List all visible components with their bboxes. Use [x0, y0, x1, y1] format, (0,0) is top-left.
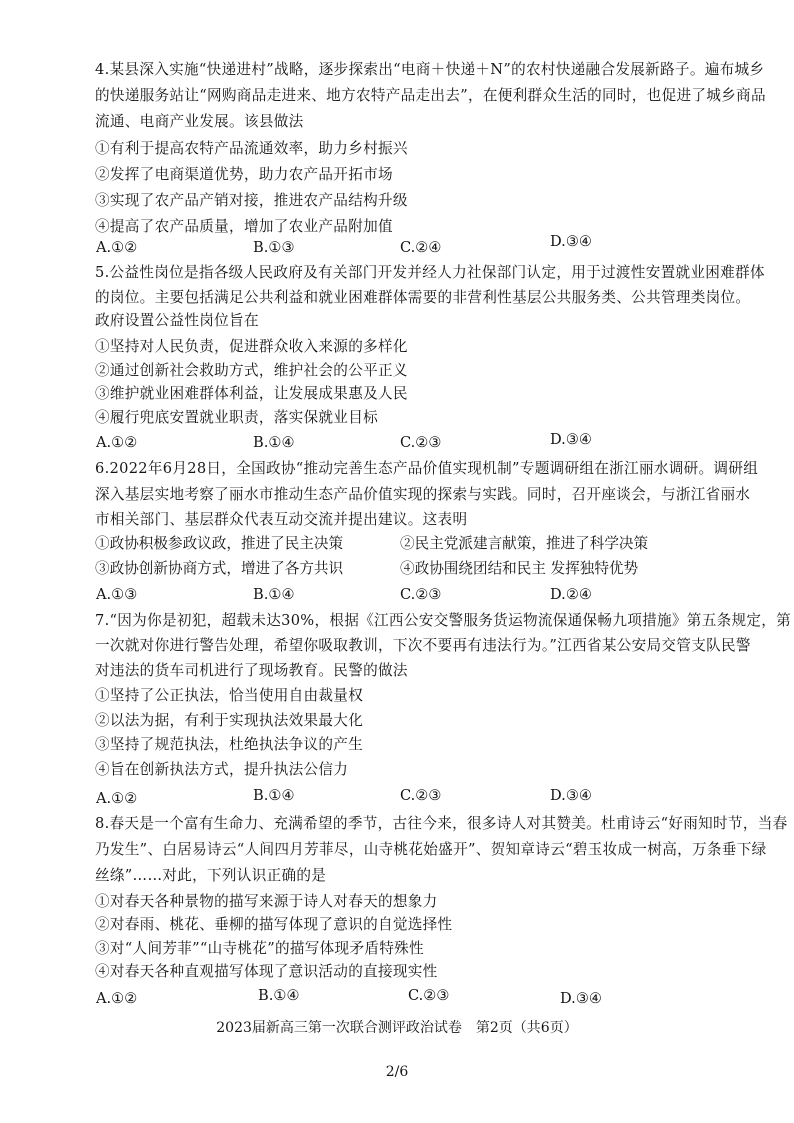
q6-stem-line-1: 6.2022年6月28日，全国政协“推动完善生态产品价值实现机制”专题调研组在浙江丽水调研。调研组 [95, 460, 759, 477]
q4-stem-line-3: 流通、电商产业发展。该县做法 [95, 113, 304, 130]
page-footer: 2023届新高三第一次联合测评政治试卷 第2页（共6页） [216, 1020, 578, 1036]
q7-option-d: D.③④ [550, 787, 592, 804]
q4-item-2: ②发挥了电商渠道优势，助力农产品开拓市场 [95, 166, 393, 183]
q5-option-a: A.①② [96, 434, 138, 451]
q6-option-d: D.②④ [550, 586, 592, 603]
q5-stem-line-3: 政府设置公益性岗位旨在 [95, 312, 259, 329]
q4-option-b: B.①③ [253, 239, 295, 256]
q6-option-c: C.②③ [400, 586, 442, 603]
q5-option-d: D.③④ [550, 431, 592, 448]
q8-item-4: ④对春天各种直观描写体现了意识活动的直接现实性 [95, 963, 438, 980]
q4-option-c: C.②④ [400, 239, 442, 256]
q8-item-2: ②对春雨、桃花、垂柳的描写体现了意识的自觉选择性 [95, 916, 453, 933]
page-number: 2/6 [385, 1064, 409, 1080]
q5-stem-line-2: 的岗位。主要包括满足公共利益和就业困难群体需要的非营利性基层公共服务类、公共管理类岗位。 [95, 289, 751, 306]
q5-item-2: ②通过创新社会救助方式，维护社会的公平正义 [95, 362, 408, 379]
q5-item-4: ④履行兜底安置就业职责，落实保就业目标 [95, 409, 378, 426]
q8-item-3: ③对“人间芳菲”“山寺桃花”的描写体现矛盾特殊性 [95, 940, 424, 957]
q7-stem-line-3: 对违法的货车司机进行了现场教育。民警的做法 [95, 662, 408, 679]
q4-item-3: ③实现了农产品产销对接，推进农产品结构升级 [95, 192, 408, 209]
q5-item-1: ①坚持对人民负责，促进群众收入来源的多样化 [95, 338, 408, 355]
q4-item-1: ①有利于提高农特产品流通效率，助力乡村振兴 [95, 140, 408, 157]
q8-option-b: B.①④ [258, 987, 300, 1004]
q4-option-a: A.①② [96, 239, 138, 256]
q8-item-1: ①对春天各种景物的描写来源于诗人对春天的想象力 [95, 893, 438, 910]
q6-option-a: A.①③ [96, 586, 138, 603]
q6-item-2: ②民主党派建言献策，推进了科学决策 [400, 535, 649, 552]
q7-option-a: A.①② [96, 790, 138, 807]
q7-stem-line-2: 一次就对你进行警告处理，希望你吸取教训，下次不要再有违法行为。”江西省某公安局交管支队民警 [95, 637, 751, 654]
q6-item-3: ③政协创新协商方式，增进了各方共识 [95, 560, 344, 577]
q6-stem-line-3: 市相关部门、基层群众代表互动交流并提出建议。这表明 [95, 511, 468, 528]
q8-stem-line-3: 丝绦”……对此，下列认识正确的是 [95, 867, 327, 884]
q6-item-1: ①政协积极参政议政，推进了民主决策 [95, 535, 344, 552]
q7-option-b: B.①④ [253, 787, 295, 804]
q7-item-1: ①坚持了公正执法，恰当使用自由裁量权 [95, 687, 364, 704]
q6-item-4: ④政协围绕团结和民主 发挥独特优势 [400, 560, 639, 577]
q5-stem-line-1: 5.公益性岗位是指各级人民政府及有关部门开发并经人力社保部门认定，用于过渡性安置就业困难群体 [95, 264, 765, 281]
q5-option-b: B.①④ [253, 434, 295, 451]
q8-option-c: C.②③ [408, 987, 450, 1004]
q8-stem-line-2: 乃发生”、白居易诗云“人间四月芳菲尽，山寺桃花始盛开”、贺知章诗云“碧玉妆成一树高，万条垂下绿 [95, 841, 767, 858]
q8-option-a: A.①② [96, 990, 138, 1007]
q5-option-c: C.②③ [400, 434, 442, 451]
q5-item-3: ③维护就业困难群体利益，让发展成果惠及人民 [95, 385, 408, 402]
q7-option-c: C.②③ [400, 787, 442, 804]
q7-stem-line-1: 7.“因为你是初犯，超载未达30%，根据《江西公安交警服务货运物流保通保畅九项措施》第五条规定，第 [95, 612, 792, 629]
q6-stem-line-2: 深入基层实地考察了丽水市推动生态产品价值实现的探索与实践。同时，召开座谈会，与浙江省丽水 [95, 486, 751, 503]
q4-option-d: D.③④ [550, 233, 592, 250]
q7-item-2: ②以法为据，有利于实现执法效果最大化 [95, 712, 364, 729]
q8-option-d: D.③④ [560, 990, 602, 1007]
q4-stem-line-2: 的快递服务站让“网购商品走进来、地方农特产品走出去”，在便利群众生活的同时，也促进了城乡商品 [95, 87, 766, 104]
q7-item-4: ④旨在创新执法方式，提升执法公信力 [95, 761, 349, 778]
q7-item-3: ③坚持了规范执法，杜绝执法争议的产生 [95, 736, 364, 753]
q6-option-b: B.①④ [253, 586, 295, 603]
q8-stem-line-1: 8.春天是一个富有生命力、充满希望的季节，古往今来，很多诗人对其赞美。杜甫诗云“好雨知时节，当春 [95, 815, 788, 832]
q4-stem-line-1: 4.某县深入实施“快递进村”战略，逐步探索出“电商＋快递＋N”的农村快递融合发展新路子。遍布城乡 [95, 61, 765, 78]
q4-item-4: ④提高了农产品质量，增加了农业产品附加值 [95, 218, 393, 235]
